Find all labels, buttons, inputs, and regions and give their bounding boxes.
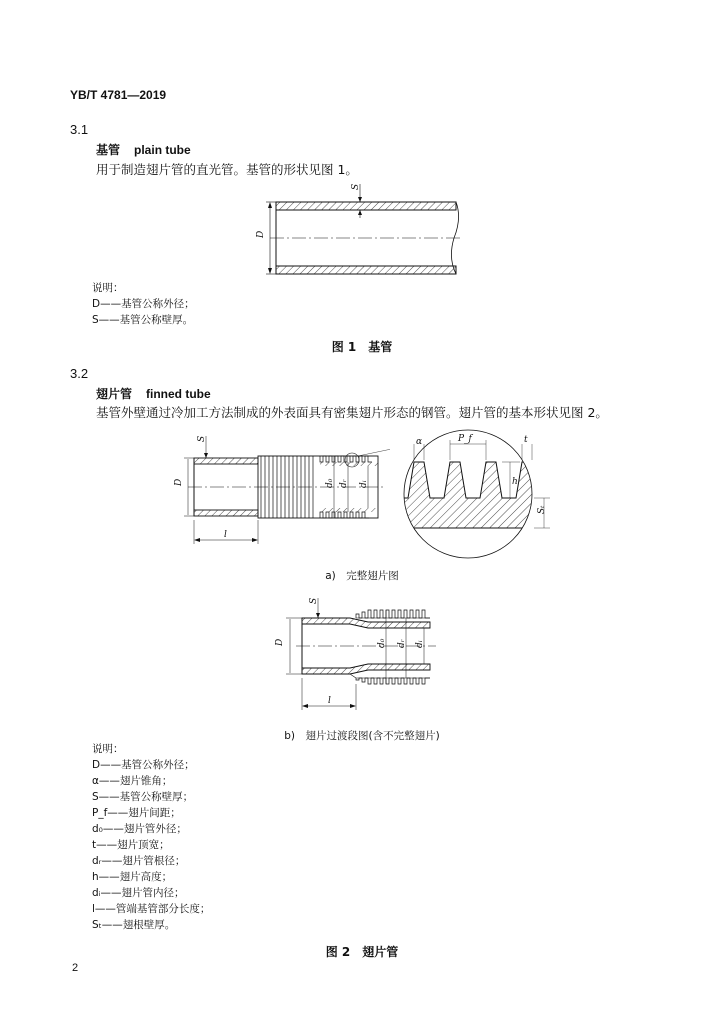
label-pf: P_f (458, 434, 472, 444)
section-number-3-2: 3.2 (70, 366, 89, 381)
label-l: l (328, 696, 331, 706)
label-alpha: α (416, 437, 423, 447)
term-plain-tube (96, 141, 191, 158)
label-di: dᵢ (415, 640, 425, 648)
figure-2a-finned-tube (160, 426, 390, 552)
term-finned-tube (96, 385, 211, 402)
legend-item: h——翅片高度； (92, 871, 173, 883)
tube-wall-top (276, 202, 456, 210)
figure-2a-fin-detail (394, 428, 554, 562)
definition-plain-tube: 用于制造翅片管的直光管。基管的形状见图 1。 (96, 162, 358, 177)
legend-fig1 (92, 296, 195, 328)
section-number-3-1: 3.1 (70, 122, 89, 137)
tube-wall-bottom (276, 266, 456, 274)
legend-item: dᵣ——翅片管根径； (92, 855, 186, 867)
legend-item: S——基管公称壁厚； (92, 791, 194, 803)
legend-item: P_f——翅片间距； (92, 807, 181, 819)
legend-title-fig2: 说明： (92, 743, 124, 755)
caption-figure-2: 图 2 翅片管 (325, 945, 399, 959)
legend-item: D——基管公称外径； (92, 759, 195, 771)
label-di: dᵢ (359, 480, 369, 488)
legend-item: l——管端基管部分长度； (92, 903, 211, 915)
legend-item: S——基管公称壁厚。 (92, 314, 194, 326)
legend-item: Sₜ——翅根壁厚。 (92, 919, 176, 931)
label-d: D (256, 230, 266, 238)
label-d: D (174, 478, 184, 486)
label-t: t (524, 435, 528, 445)
label-s: S (197, 435, 207, 442)
label-d: D (275, 638, 285, 646)
label-h: h (512, 477, 518, 487)
label-st: Sₜ (537, 505, 547, 514)
caption-figure-1: 图 1 基管 (331, 340, 393, 354)
legend-title-fig1: 说明： (92, 282, 124, 294)
term-en: plain tube (134, 143, 191, 157)
legend-fig2 (92, 757, 210, 933)
label-s: S (351, 183, 361, 190)
figure-1-plain-tube (240, 178, 470, 282)
legend-item: α——翅片锥角； (92, 775, 173, 787)
legend-item: d₀——翅片管外径； (92, 823, 187, 835)
term-en: finned tube (146, 387, 211, 401)
page-number: 2 (72, 962, 79, 974)
term-zh: 基管 (96, 143, 121, 157)
figure-2b-transition (260, 592, 440, 716)
subcaption-2a: a) 完整翅片图 (325, 570, 399, 582)
label-dr: dᵣ (339, 479, 349, 488)
legend-item: dᵢ——翅片管内径； (92, 887, 185, 899)
label-s: S (309, 597, 319, 604)
definition-finned-tube: 基管外壁通过冷加工方法制成的外表面具有密集翅片形态的钢管。翅片管的基本形状见图 2。 (96, 405, 608, 420)
legend-item: t——翅片顶宽； (92, 839, 170, 851)
subcaption-2b: b) 翅片过渡段图(含不完整翅片) (284, 730, 440, 742)
label-d0: d₀ (377, 638, 387, 648)
standard-code: YB/T 4781—2019 (70, 88, 167, 102)
legend-item: D——基管公称外径； (92, 298, 195, 310)
term-zh: 翅片管 (96, 387, 133, 401)
label-d0: d₀ (325, 478, 335, 488)
label-dr: dᵣ (397, 639, 407, 648)
label-l: l (224, 530, 227, 540)
